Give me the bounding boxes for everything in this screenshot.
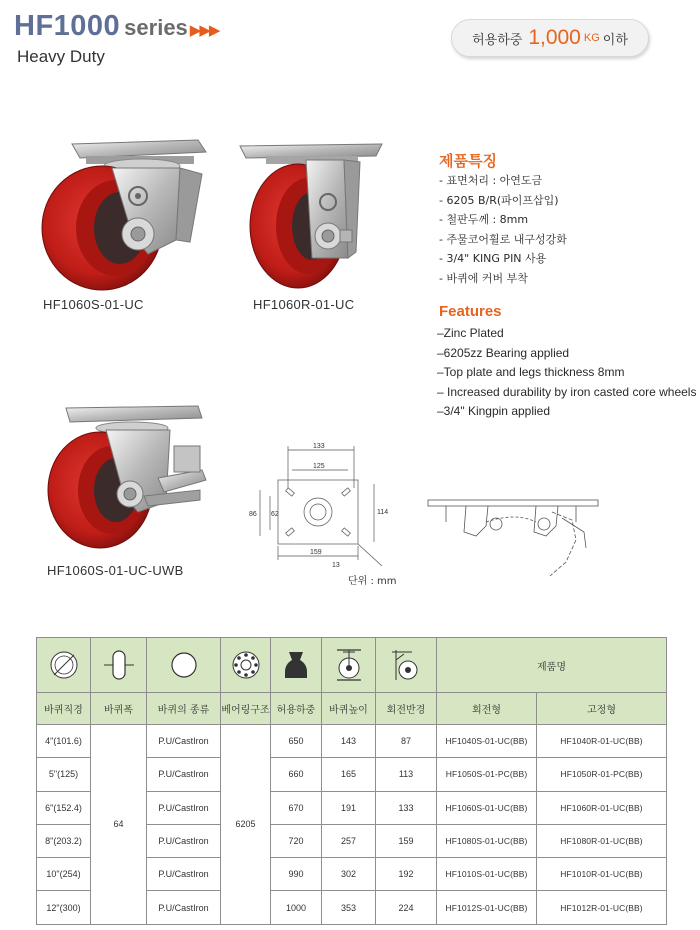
product-caption-swivel: HF1060S-01-UC (43, 297, 144, 312)
dim-133: 133 (313, 443, 325, 450)
cell-rigid-code: HF1010R-01-UC(BB) (537, 858, 667, 891)
cell-type: P.U/CastIron (147, 725, 221, 758)
cell-swivel-code: HF1060S-01-UC(BB) (437, 791, 537, 824)
cell-radius: 192 (376, 858, 437, 891)
cell-load: 670 (271, 791, 322, 824)
page-title (14, 10, 218, 43)
cell-type: P.U/CastIron (147, 824, 221, 857)
product-caption-rigid: HF1060R-01-UC (253, 297, 355, 312)
cell-height: 143 (322, 725, 376, 758)
product-caption-brake: HF1060S-01-UC-UWB (47, 563, 184, 578)
cell-load: 1000 (271, 891, 322, 924)
dim-62: 62 (271, 511, 279, 518)
cell-radius: 159 (376, 824, 437, 857)
list-item: - 철판두께 : 8mm (439, 213, 529, 227)
load-badge-unit: KG (583, 32, 600, 44)
col-icon-bearing (221, 638, 271, 693)
cell-load: 720 (271, 824, 322, 857)
cell-radius: 87 (376, 725, 437, 758)
table-header-row (37, 693, 667, 725)
cell-load: 660 (271, 758, 322, 791)
header-type: 바퀴의 종류 (147, 693, 221, 725)
col-icon-type (147, 638, 221, 693)
cell-type: P.U/CastIron (147, 891, 221, 924)
cell-rigid-code: HF1012R-01-UC(BB) (537, 891, 667, 924)
load-badge-suffix: 이하 (602, 32, 628, 48)
dim-86: 86 (249, 511, 257, 518)
swivel-radius-icon (390, 648, 422, 682)
dim-114: 114 (377, 509, 389, 516)
header-rigid: 고정형 (537, 693, 667, 725)
swivel-brake-caster-image (40, 400, 210, 560)
col-icon-load (271, 638, 322, 693)
list-item: –6205zz Bearing applied (437, 345, 570, 360)
col-icon-radius (376, 638, 437, 693)
features-en-list (437, 324, 696, 422)
rigid-caster-image (236, 140, 386, 295)
header-load: 허용하중 (271, 693, 322, 725)
swivel-caster-image (30, 130, 220, 295)
cell-rigid-code: HF1080R-01-UC(BB) (537, 824, 667, 857)
load-badge-value: 1,000 (528, 26, 581, 49)
model-name: HF1000 (14, 10, 121, 42)
list-item: –Top plate and legs thickness 8mm (437, 365, 625, 380)
unit-label: 단위 : mm (348, 576, 397, 587)
features-kr-heading: 제품특징 (439, 153, 497, 170)
dim-159: 159 (310, 549, 322, 556)
cell-diameter: 5"(125) (37, 758, 91, 791)
cell-height: 165 (322, 758, 376, 791)
features-en-heading: Features (439, 303, 502, 320)
load-icon (283, 650, 309, 680)
list-item: – Increased durability by iron casted core wheels (437, 384, 697, 399)
col-icon-height (322, 638, 376, 693)
cell-swivel-code: HF1050S-01-PC(BB) (437, 758, 537, 791)
series-label: series (124, 15, 188, 40)
col-icon-width (91, 638, 147, 693)
cell-rigid-code: HF1040R-01-UC(BB) (537, 725, 667, 758)
cell-height: 257 (322, 824, 376, 857)
cell-swivel-code: HF1040S-01-UC(BB) (437, 725, 537, 758)
dim-125: 125 (313, 463, 325, 470)
list-item: - 표면처리 : 아연도금 (439, 174, 543, 187)
list-item: - 3/4" KING PIN 사용 (439, 252, 547, 266)
cell-diameter: 12"(300) (37, 891, 91, 924)
dim-13: 13 (332, 562, 340, 569)
cell-radius: 113 (376, 758, 437, 791)
header-width: 바퀴폭 (91, 693, 147, 725)
wheel-diameter-icon (49, 650, 79, 680)
cell-diameter: 4"(101.6) (37, 725, 91, 758)
cell-swivel-code: HF1080S-01-UC(BB) (437, 824, 537, 857)
load-badge-label: 허용하중 (472, 32, 523, 48)
cell-type: P.U/CastIron (147, 791, 221, 824)
load-capacity-badge (451, 19, 649, 57)
page-subtitle: Heavy Duty (17, 47, 105, 66)
bearing-icon (231, 650, 261, 680)
cell-height: 191 (322, 791, 376, 824)
table-row (37, 725, 667, 758)
list-item: - 주물코어휠로 내구성강화 (439, 232, 567, 246)
cell-load: 650 (271, 725, 322, 758)
cell-load: 990 (271, 858, 322, 891)
list-item: - 6205 B/R(파이프삽입) (439, 193, 559, 207)
cell-height: 353 (322, 891, 376, 924)
header-radius: 회전반경 (376, 693, 437, 725)
product-name-header: 제품명 (437, 638, 667, 693)
cell-rigid-code: HF1060R-01-UC(BB) (537, 791, 667, 824)
cell-swivel-code: HF1010S-01-UC(BB) (437, 858, 537, 891)
wheel-height-icon (333, 648, 365, 682)
cell-diameter: 6"(152.4) (37, 791, 91, 824)
top-plate-drawing (240, 440, 400, 575)
side-view-drawing (426, 492, 600, 582)
list-item: –Zinc Plated (437, 326, 504, 340)
wheel-type-icon (169, 650, 199, 680)
cell-height: 302 (322, 858, 376, 891)
cell-type: P.U/CastIron (147, 858, 221, 891)
features-kr-list (439, 171, 567, 289)
cell-rigid-code: HF1050R-01-PC(BB) (537, 758, 667, 791)
arrow-icon: ▶▶▶ (189, 21, 219, 39)
cell-swivel-code: HF1012S-01-UC(BB) (437, 891, 537, 924)
header-swivel: 회전형 (437, 693, 537, 725)
cell-diameter: 8"(203.2) (37, 824, 91, 857)
header-height: 바퀴높이 (322, 693, 376, 725)
list-item: - 바퀴에 커버 부착 (439, 271, 528, 285)
header-bearing: 베어링구조 (221, 693, 271, 725)
wheel-width-icon (102, 649, 136, 681)
cell-radius: 224 (376, 891, 437, 924)
table-icon-row (37, 638, 667, 693)
cell-diameter: 10"(254) (37, 858, 91, 891)
spec-table (36, 637, 667, 925)
header-diameter: 바퀴직경 (37, 693, 91, 725)
col-icon-diameter (37, 638, 91, 693)
cell-wheel-width: 64 (91, 725, 147, 925)
cell-bearing: 6205 (221, 725, 271, 925)
cell-radius: 133 (376, 791, 437, 824)
cell-type: P.U/CastIron (147, 758, 221, 791)
list-item: –3/4" Kingpin applied (437, 404, 551, 419)
